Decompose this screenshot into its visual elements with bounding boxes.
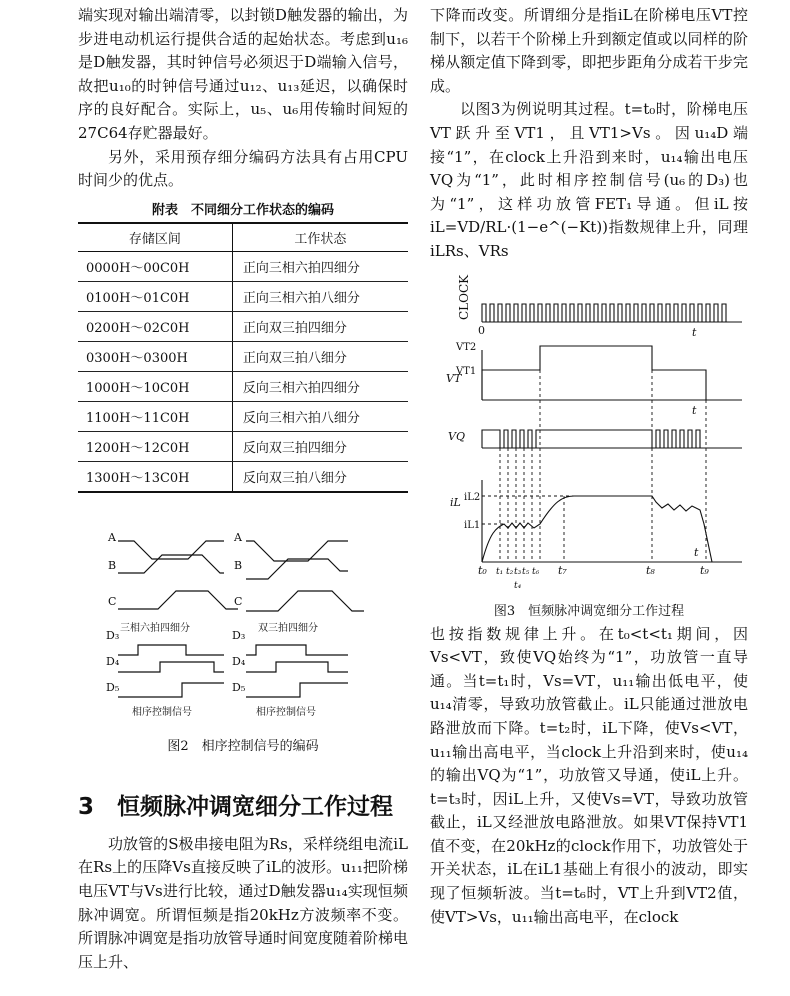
fig2-sublabel-right: 相序控制信号: [256, 706, 316, 717]
clock-t-label: t: [692, 325, 697, 339]
table-row: [78, 311, 408, 341]
time-label-t8: t₈: [646, 563, 655, 577]
phase-label-d3: D₃: [106, 628, 120, 642]
table-cell-state: 正向三相六拍四细分: [232, 251, 408, 281]
vt-waveform: [482, 346, 706, 400]
time-label-t0: t₀: [478, 563, 487, 577]
table-cell-range: 1100H～11C0H: [78, 401, 232, 431]
time-label-t9: t₉: [700, 563, 709, 577]
vt1-label: VT1: [456, 365, 477, 377]
vt2-label: VT2: [456, 341, 477, 353]
il-axis-label: iL: [450, 495, 461, 509]
section-paragraph: 功放管的S极串接电阻为Rs，采样绕组电流iL在Rs上的压降Vs直接反映了iL的波形。u₁₁把阶梯电压VT与Vs进行比较，通过D触发器u₁₄实现恒频脉冲调宽。所谓恒频是指20kHz方波频率不变。所谓脉冲调宽是指功放管导通时间宽度随着阶梯电压上升、: [78, 834, 409, 971]
clock-zero-label: 0: [478, 323, 485, 337]
time-label-t7: t₇: [558, 563, 567, 577]
time-label-t5: t₅: [522, 566, 530, 577]
phase-label-a: A: [108, 530, 116, 544]
table-cell-state: 正向三相六拍八细分: [232, 281, 408, 311]
table-cell-range: 0100H～01C0H: [78, 281, 232, 311]
table-cell-state: 反向三相六拍四细分: [232, 371, 408, 401]
intro-paragraph-2: 另外，采用预存细分编码方法具有占用CPU时间少的优点。: [78, 147, 408, 190]
phase-label-b: B: [108, 558, 117, 572]
left-column: [78, 4, 408, 974]
table-row: [78, 251, 408, 281]
table-row: [78, 431, 408, 461]
table-row: [78, 461, 408, 492]
il-t-label: t: [694, 545, 699, 559]
table-cell-state: 反向三相六拍八细分: [232, 401, 408, 431]
section-title: 3 恒频脉冲调宽细分工作过程: [78, 793, 394, 820]
phase-label-d5-right: D₅: [232, 680, 246, 694]
phase-label-c-right: C: [234, 594, 243, 608]
time-label-t6: t₆: [532, 566, 540, 577]
table-title: 附表 不同细分工作状态的编码: [151, 202, 334, 218]
table-row: [78, 281, 408, 311]
table-cell-range: 0000H～00C0H: [78, 251, 232, 281]
phase-label-d4: D₄: [106, 654, 120, 668]
table-header-state: 工作状态: [232, 223, 408, 252]
table-header-range: 存储区间: [78, 223, 232, 252]
time-label-t3: t₃: [514, 566, 522, 577]
fig2-label-left: 三相六拍四细分: [120, 622, 190, 634]
clock-axis-label: CLOCK: [457, 274, 471, 320]
right-paragraph-2: 以图3为例说明其过程。t=t₀时，阶梯电压VT跃升至VT1，且VT1>Vs。因u₁₄D端接“1”，在clock上升沿到来时，u₁₄输出电压VQ为“1”，此时相序控制信号(u₆的D₃)也为“1”，这样功放管FET₁导通。但iL按iL=VD/RL·(1−e^(−Kt))指数规律上升，同理iLRs、VRs: [430, 100, 748, 260]
il-waveform: [482, 496, 712, 562]
table-cell-range: 1200H～12C0H: [78, 431, 232, 461]
time-label-t2: t₂: [506, 566, 514, 577]
table-cell-state: 反向双三拍四细分: [232, 431, 408, 461]
figure-2-phase-diagram: [78, 527, 408, 717]
right-bottom-paragraph: 也按指数规律上升。在t₀<t<t₁期间，因Vs<VT，致使VQ始终为“1”，功放管一直导通。当t=t₁时，Vs=VT，u₁₁输出低电平，使u₁₄清零，导致功放管截止。iL只能通过泄放电路泄放而下降。t=t₂时，iL下降，使Vs<VT，u₁₁输出高电平，当clock上升沿到来时，使u₁₄的输出VQ为“1”，功放管又导通，使iL上升。t=t₃时，因iL上升，又使Vs=VT，导致功放管截止，iL又经泄放电路泄放。如果VT保持VT1值不变，在20kHz的clock作用下，功放管处于开关状态，iL在iL1基础上有很小的波动，即实现了恒频斩波。当t=t₆时，VT上升到VT2值，使VT>Vs，u₁₁输出高电平，在clock: [430, 624, 748, 926]
table-cell-state: 反向双三拍八细分: [232, 461, 408, 492]
figure-2-caption: 图2 相序控制信号的编码: [167, 738, 319, 754]
table-row: [78, 371, 408, 401]
phase-label-a-right: A: [234, 530, 242, 544]
il1-label: iL1: [464, 519, 481, 531]
vq-waveform: [482, 430, 742, 448]
vt-axis-label: VT: [446, 371, 462, 385]
time-label-t1: t₁: [496, 566, 504, 577]
table-cell-range: 1000H～10C0H: [78, 371, 232, 401]
phase-label-d5: D₅: [106, 680, 120, 694]
time-label-t4: t₄: [514, 580, 522, 591]
vq-axis-label: VQ: [448, 429, 465, 443]
table-cell-range: 1300H～13C0H: [78, 461, 232, 492]
table-cell-range: 0200H～02C0H: [78, 311, 232, 341]
table-row: [78, 341, 408, 371]
vt-t-label: t: [692, 403, 697, 417]
right-top-paragraph: 下降而改变。所谓细分是指iL在阶梯电压VT控制下，以若干个阶梯上升到额定值或以同样的阶梯从额定值下降到零，即把步距角分成若干步完成。: [430, 6, 748, 95]
il2-label: iL2: [464, 491, 481, 503]
phase-label-c: C: [108, 594, 117, 608]
table-cell-range: 0300H～0300H: [78, 341, 232, 371]
figure-3-caption: 图3 恒频脉冲调宽细分工作过程: [493, 603, 685, 619]
intro-paragraph-1: 端实现对输出端清零，以封锁D触发器的输出，为步进电动机运行提供合适的起始状态。考虑到u₁₆是D触发器，其时钟信号必须迟于D端输入信号，故把u₁₀的时钟信号通过u₁₂、u₁₃延迟，以确保时序的良好配合。实际上，u₅、u₆用传输时间短的27C64存贮器最好。: [78, 6, 408, 142]
right-column: [430, 4, 748, 929]
table-cell-state: 正向双三拍八细分: [232, 341, 408, 371]
clock-waveform: [482, 304, 730, 322]
fig2-sublabel-left: 相序控制信号: [132, 706, 192, 717]
table-cell-state: 正向双三拍四细分: [232, 311, 408, 341]
encoding-table: [78, 222, 408, 493]
phase-label-b-right: B: [234, 558, 243, 572]
table-row: [78, 401, 408, 431]
phase-label-d4-right: D₄: [232, 654, 246, 668]
figure-3-timing-diagram: [430, 270, 748, 600]
phase-label-d3-right: D₃: [232, 628, 246, 642]
fig2-label-right: 双三拍四细分: [258, 622, 318, 634]
